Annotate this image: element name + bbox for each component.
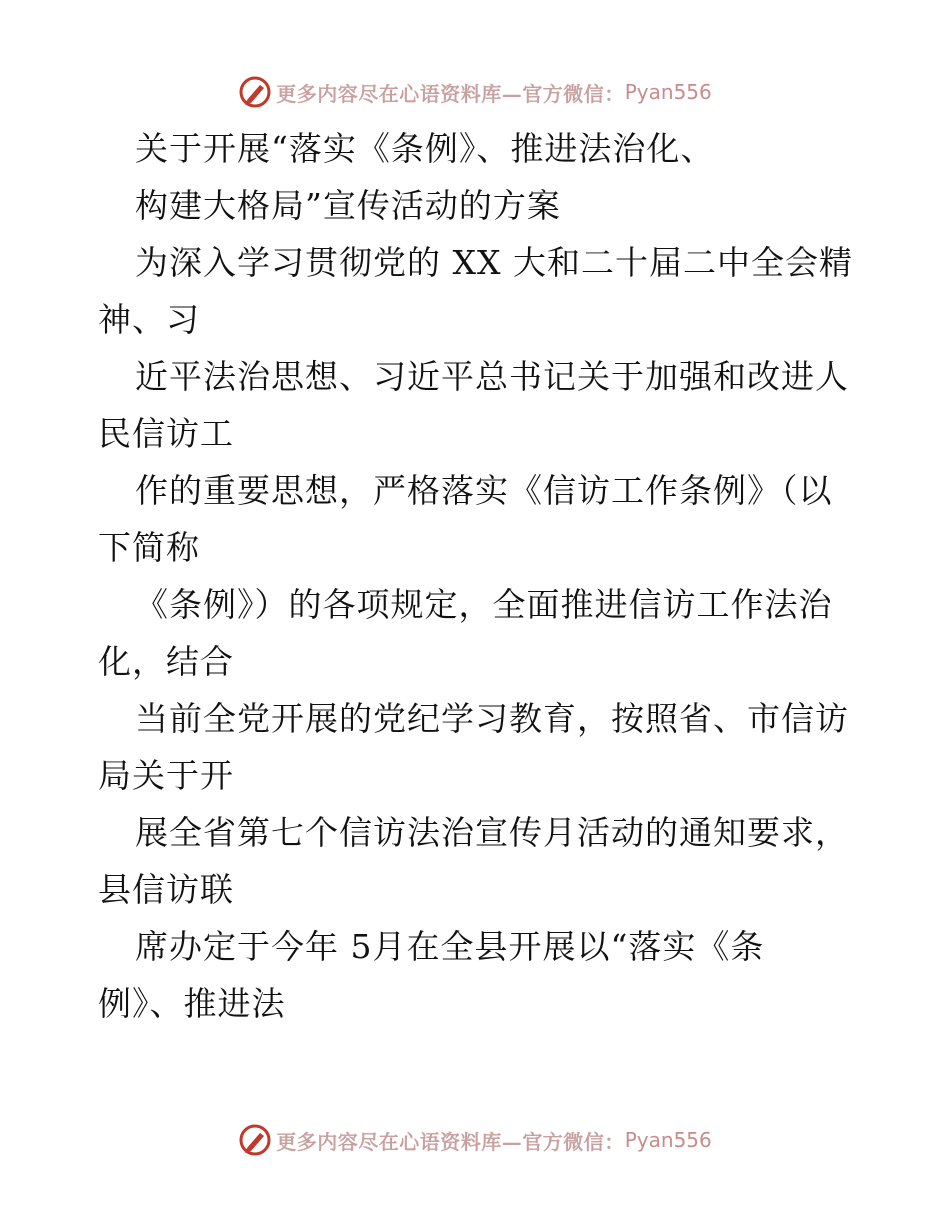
text-line: 民信访工 — [98, 414, 234, 453]
watermark-wechat-id: Pyan556 — [624, 80, 712, 104]
text-line: 近平法治思想、习近平总书记关于加强和改进人 — [135, 357, 849, 396]
text-line: 县信访联 — [98, 870, 234, 909]
watermark-wechat-id: Pyan556 — [624, 1128, 712, 1152]
text-line: 神、习 — [98, 300, 200, 339]
document-body — [98, 120, 868, 1032]
text-line: 关于开展“落实《条例》、推进法治化、 — [135, 129, 715, 168]
watermark-header — [0, 72, 950, 112]
text-line: 局关于开 — [98, 756, 234, 795]
watermark-text: 更多内容尽在心语资料库—官方微信： — [276, 1129, 625, 1154]
text-line: 席办定于今年 5月在全县开展以“落实《条 — [135, 927, 765, 966]
text-line: 为深入学习贯彻党的 XX 大和二十届二中全会精 — [135, 243, 853, 282]
text-line: 作的重要思想，严格落实《信访工作条例》（以 — [135, 471, 833, 510]
watermark-footer — [0, 1120, 950, 1160]
text-line: 展全省第七个信访法治宣传月活动的通知要求， — [135, 813, 849, 852]
pen-logo-icon — [238, 75, 272, 109]
text-line: 当前全党开展的党纪学习教育，按照省、市信访 — [135, 699, 849, 738]
text-line: 化，结合 — [98, 642, 234, 681]
text-line: 下简称 — [98, 528, 200, 567]
pen-logo-icon — [238, 1123, 272, 1157]
text-line: 《条例》）的各项规定，全面推进信访工作法治 — [135, 585, 833, 624]
watermark-text: 更多内容尽在心语资料库—官方微信： — [276, 81, 625, 106]
text-line: 例》、推进法 — [98, 984, 286, 1023]
text-line: 构建大格局”宣传活动的方案 — [135, 186, 561, 225]
